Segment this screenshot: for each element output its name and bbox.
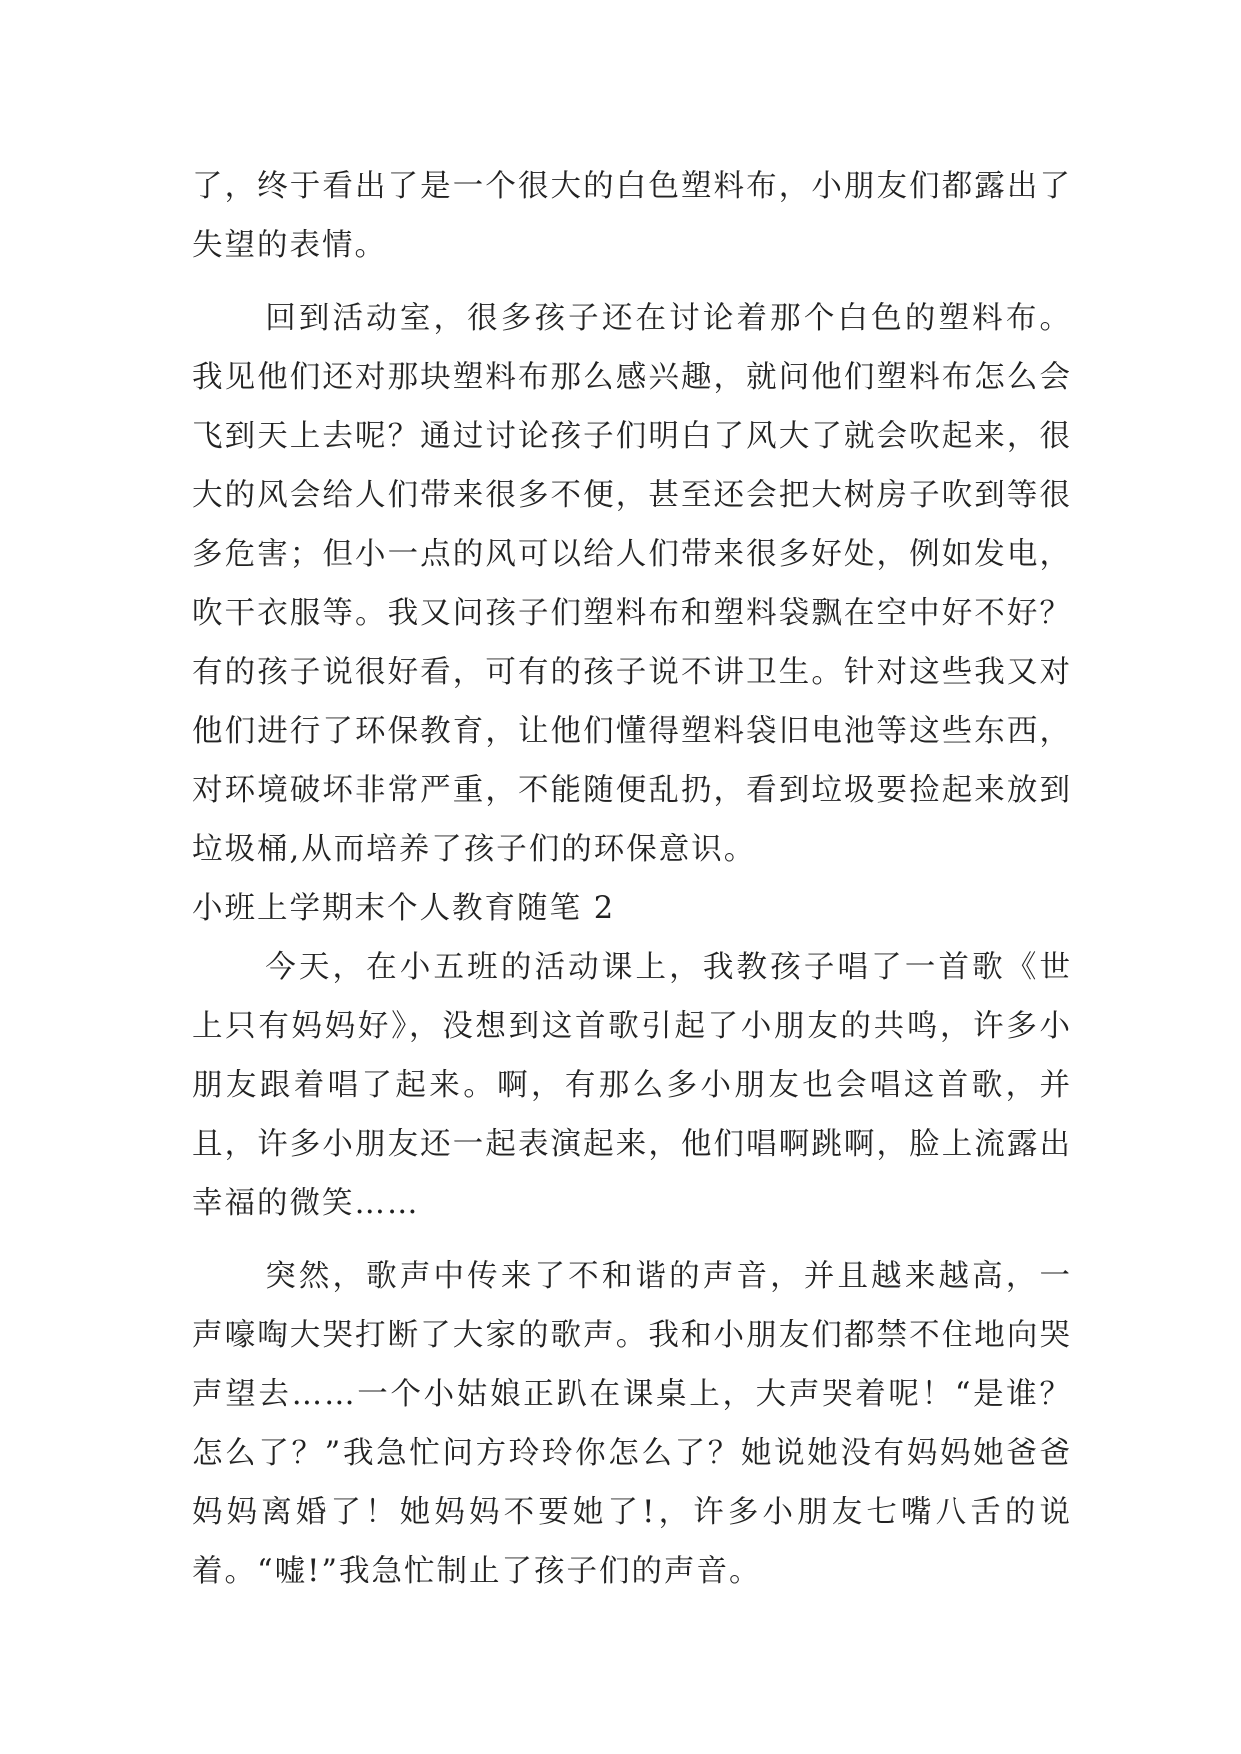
document-body: [192, 157, 1072, 1601]
section-title: 小班上学期末个人教育随笔 2: [192, 891, 616, 926]
paragraph-song: 今天，在小五班的活动课上，我教孩子唱了一首歌《世上只有妈妈好》，没想到这首歌引起了小朋友的共鸣，许多小朋友跟着唱了起来。啊，有那么多小朋友也会唱这首歌，并且，许多小朋友还一起表演起来，他们唱啊跳啊，脸上流露出幸福的微笑……: [192, 950, 1072, 1221]
paragraph-crying: 突然，歌声中传来了不和谐的声音，并且越来越高，一声嚎啕大哭打断了大家的歌声。我和小朋友们都禁不住地向哭声望去……一个小姑娘正趴在课桌上，大声哭着呢！“是谁？怎么了？”我急忙问方玲玲你怎么了？她说她没有妈妈她爸爸妈妈离婚了！她妈妈不要她了!，许多小朋友七嘴八舌的说着。“嘘!”我急忙制止了孩子们的声音。: [192, 1259, 1072, 1589]
paragraph-activity-room: 回到活动室，很多孩子还在讨论着那个白色的塑料布。我见他们还对那块塑料布那么感兴趣，就问他们塑料布怎么会飞到天上去呢？通过讨论孩子们明白了风大了就会吹起来，很大的风会给人们带来很多不便，甚至还会把大树房子吹到等很多危害；但小一点的风可以给人们带来很多好处，例如发电，吹干衣服等。我又问孩子们塑料布和塑料袋飘在空中好不好？有的孩子说很好看，可有的孩子说不讲卫生。针对这些我又对他们进行了环保教育，让他们懂得塑料袋旧电池等这些东西，对环境破坏非常严重，不能随便乱扔，看到垃圾要捡起来放到垃圾桶,从而培养了孩子们的环保意识。: [192, 301, 1072, 867]
paragraph-continued: 了，终于看出了是一个很大的白色塑料布，小朋友们都露出了失望的表情。: [192, 169, 1072, 263]
